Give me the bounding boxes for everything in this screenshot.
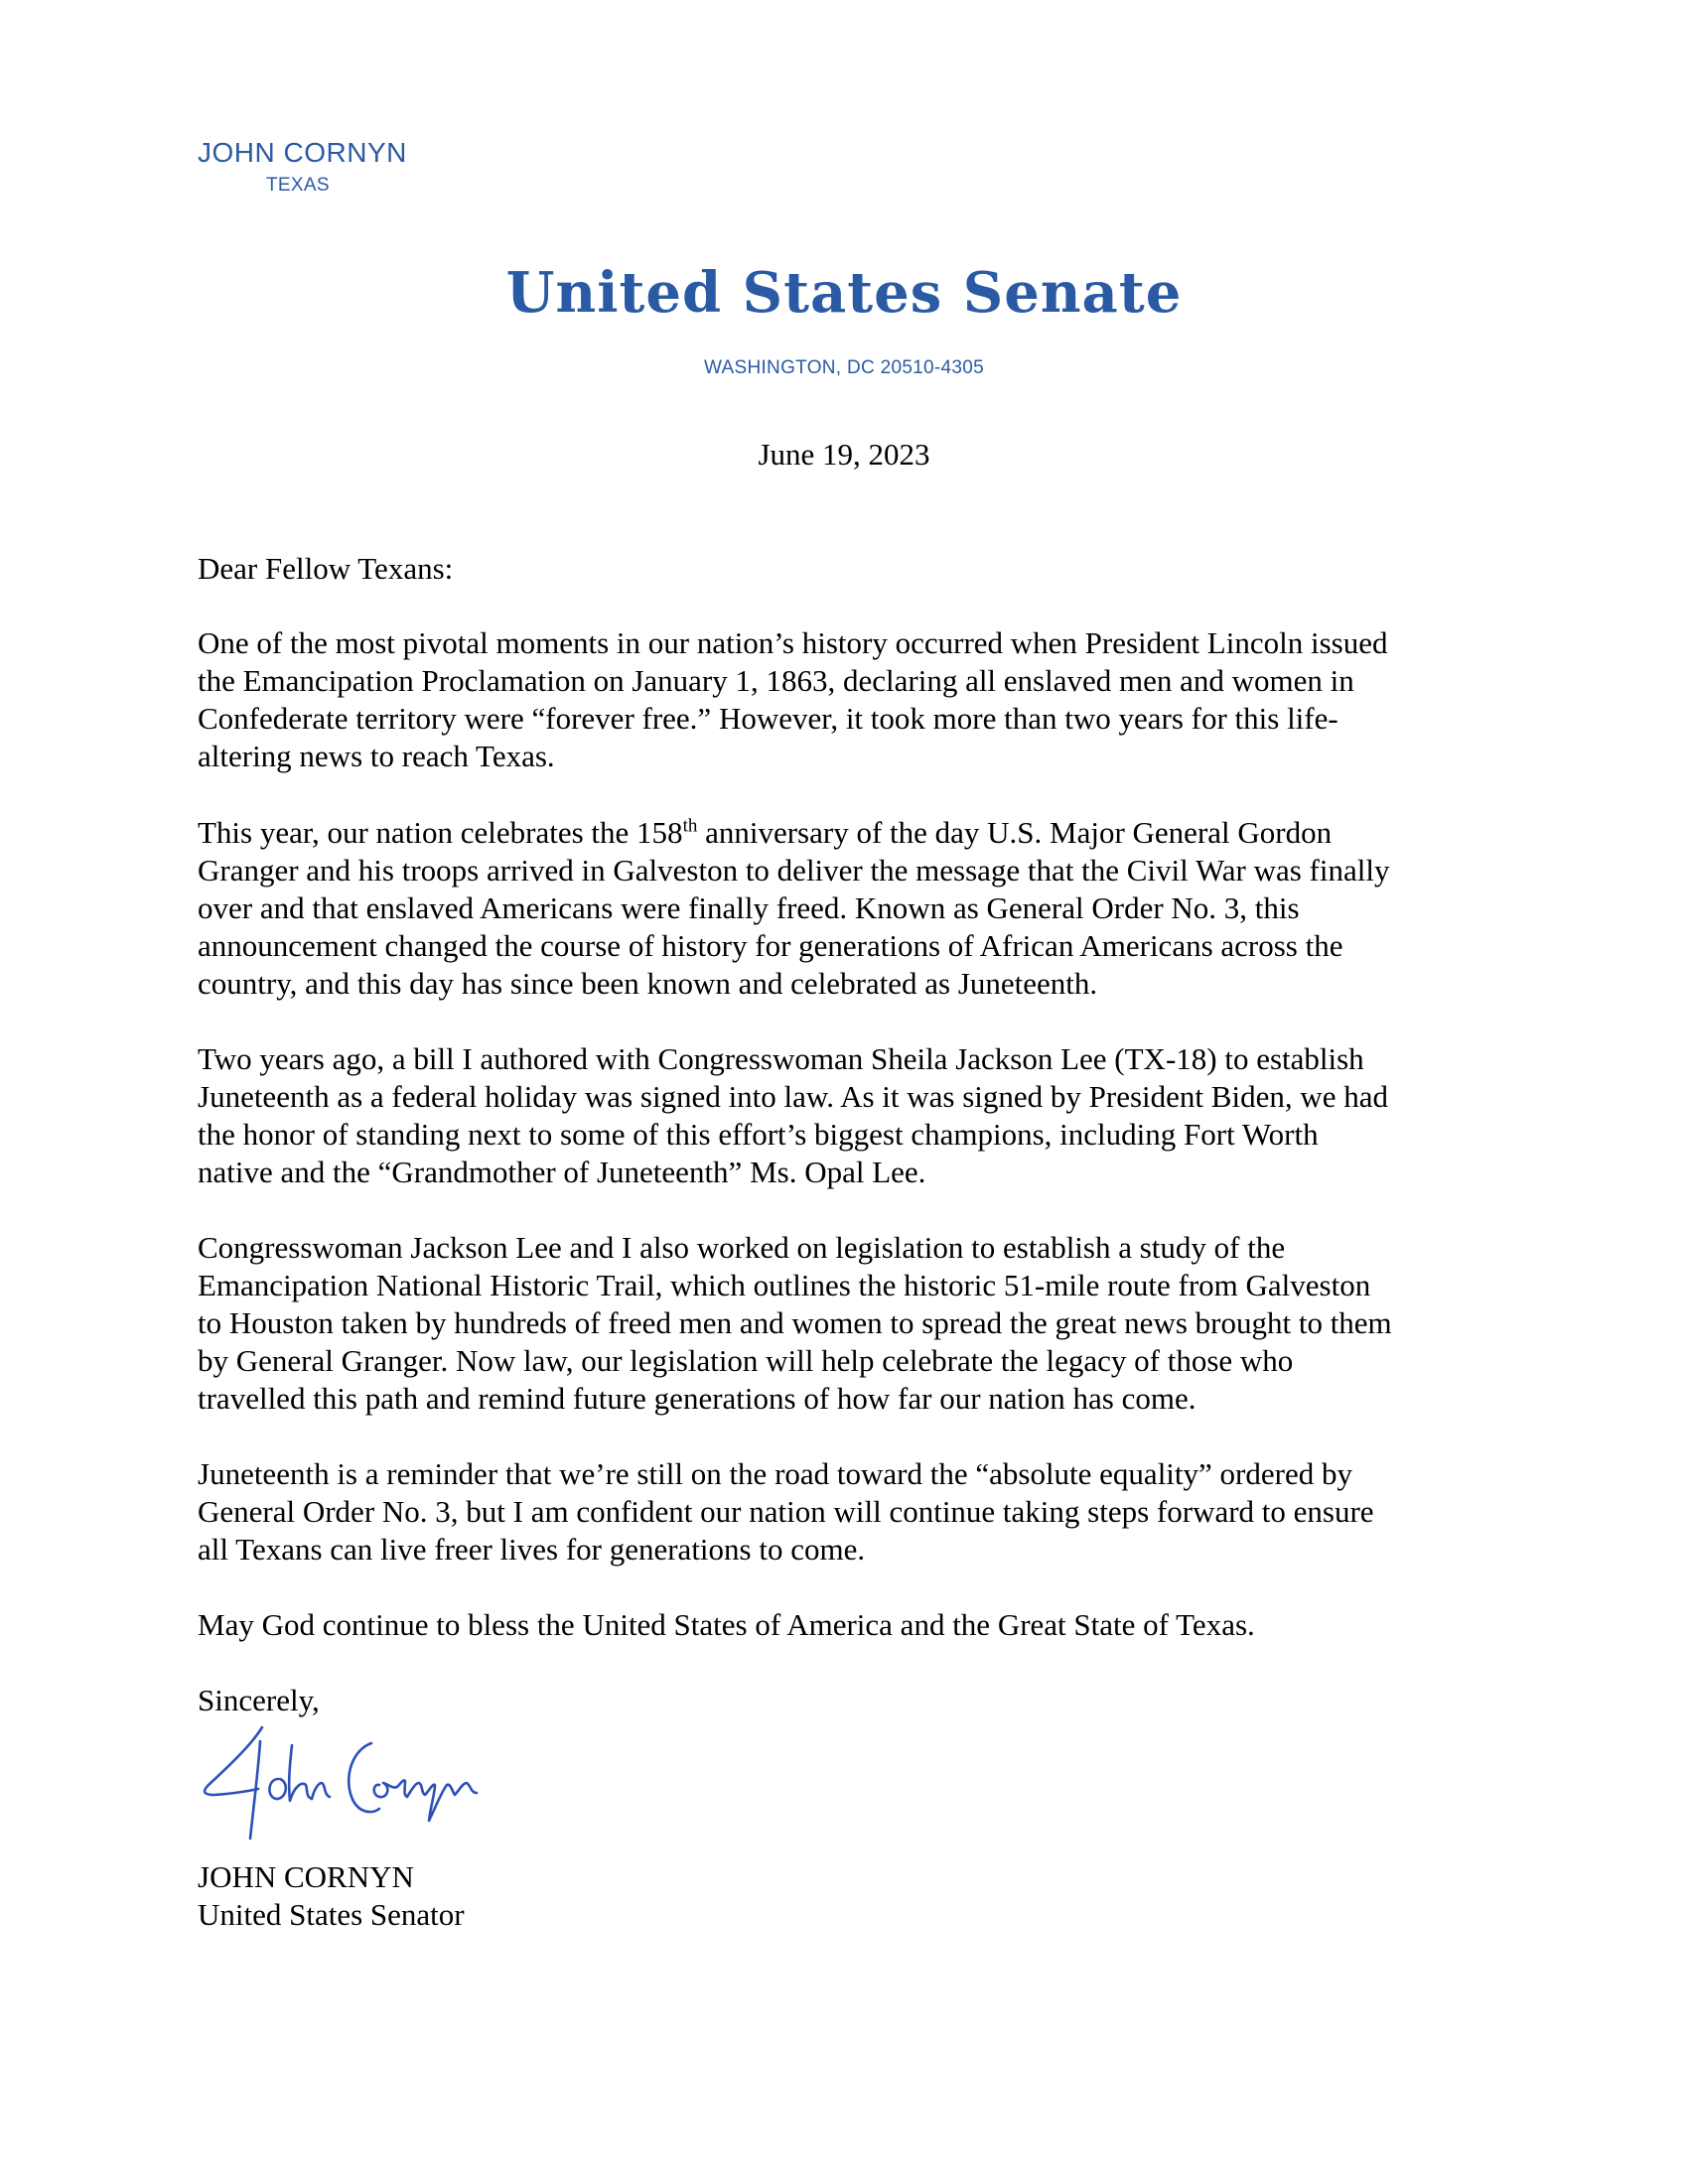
paragraph-line: Emancipation National Historic Trail, which outlines the historic 51-mile route from Galveston	[198, 1268, 1371, 1302]
closing: Sincerely,	[198, 1683, 320, 1717]
signer-name: JOHN CORNYN	[198, 1859, 414, 1894]
paragraph-line: by General Granger. Now law, our legislation will help celebrate the legacy of those who	[198, 1343, 1294, 1378]
sender-state: TEXAS	[266, 175, 330, 196]
paragraph-line: Granger and his troops arrived in Galveston to deliver the message that the Civil War was finally	[198, 853, 1390, 887]
paragraph-2	[198, 814, 1498, 1003]
paragraph-line: Juneteenth as a federal holiday was signed into law. As it was signed by President Biden, we had	[198, 1079, 1388, 1114]
ordinal-suffix: th	[682, 815, 698, 837]
salutation: Dear Fellow Texans:	[198, 551, 454, 586]
line-text: This year, our nation celebrates the 158	[198, 815, 683, 850]
signer-title: United States Senator	[198, 1897, 465, 1932]
paragraph-5	[198, 1455, 1498, 1569]
paragraph-4	[198, 1229, 1498, 1418]
signature-stroke	[269, 1779, 285, 1799]
paragraph-line: to Houston taken by hundreds of freed men and women to spread the great news brought to them	[198, 1305, 1392, 1340]
signature-stroke	[312, 1783, 330, 1799]
signature-stroke	[205, 1727, 262, 1795]
signature-stroke	[289, 1745, 312, 1801]
paragraph-line: native and the “Grandmother of Juneteenth” Ms. Opal Lee.	[198, 1155, 926, 1189]
paragraph-line: over and that enslaved Americans were finally freed. Known as General Order No. 3, this	[198, 890, 1300, 925]
paragraph-line: Confederate territory were “forever free.” However, it took more than two years for this life-	[198, 701, 1338, 736]
paragraph-line: General Order No. 3, but I am confident our nation will continue taking steps forward to ensure	[198, 1494, 1374, 1529]
paragraph-line	[198, 814, 1498, 852]
paragraph-line: the honor of standing next to some of this effort’s biggest champions, including Fort Worth	[198, 1117, 1319, 1152]
senate-address: WASHINGTON, DC 20510-4305	[703, 357, 985, 378]
paragraph-line: May God continue to bless the United States of America and the Great State of Texas.	[198, 1607, 1255, 1642]
paragraph-line: travelled this path and remind future generations of how far our nation has come.	[198, 1381, 1196, 1416]
paragraph-6	[198, 1606, 1498, 1644]
line-text: anniversary of the day U.S. Major General Gordon	[697, 815, 1333, 850]
paragraph-1	[198, 624, 1498, 775]
paragraph-line: One of the most pivotal moments in our nation’s history occurred when President Lincoln issued	[198, 625, 1388, 660]
paragraph-line: announcement changed the course of history for generations of African Americans across the	[198, 928, 1343, 963]
paragraph-line: all Texans can live freer lives for generations to come.	[198, 1532, 866, 1567]
paragraph-line: Congresswoman Jackson Lee and I also worked on legislation to establish a study of the	[198, 1230, 1286, 1265]
signature-stroke	[349, 1743, 379, 1812]
paragraph-line: country, and this day has since been known and celebrated as Juneteenth.	[198, 966, 1098, 1001]
paragraph-line: Two years ago, a bill I authored with Congresswoman Sheila Jackson Lee (TX-18) to establish	[198, 1041, 1364, 1076]
sender-name: JOHN CORNYN	[198, 137, 407, 168]
paragraph-3	[198, 1040, 1498, 1191]
senate-letterhead-title: United States Senate	[505, 260, 1183, 326]
paragraph-line: altering news to reach Texas.	[198, 739, 555, 773]
signature-stroke	[374, 1780, 477, 1821]
letter-date: June 19, 2023	[758, 437, 930, 472]
paragraph-line: Juneteenth is a reminder that we’re still on the road toward the “absolute equality” ordered by	[198, 1456, 1352, 1491]
paragraph-line: the Emancipation Proclamation on January 1, 1863, declaring all enslaved men and women in	[198, 663, 1354, 698]
handwritten-signature	[195, 1721, 522, 1850]
